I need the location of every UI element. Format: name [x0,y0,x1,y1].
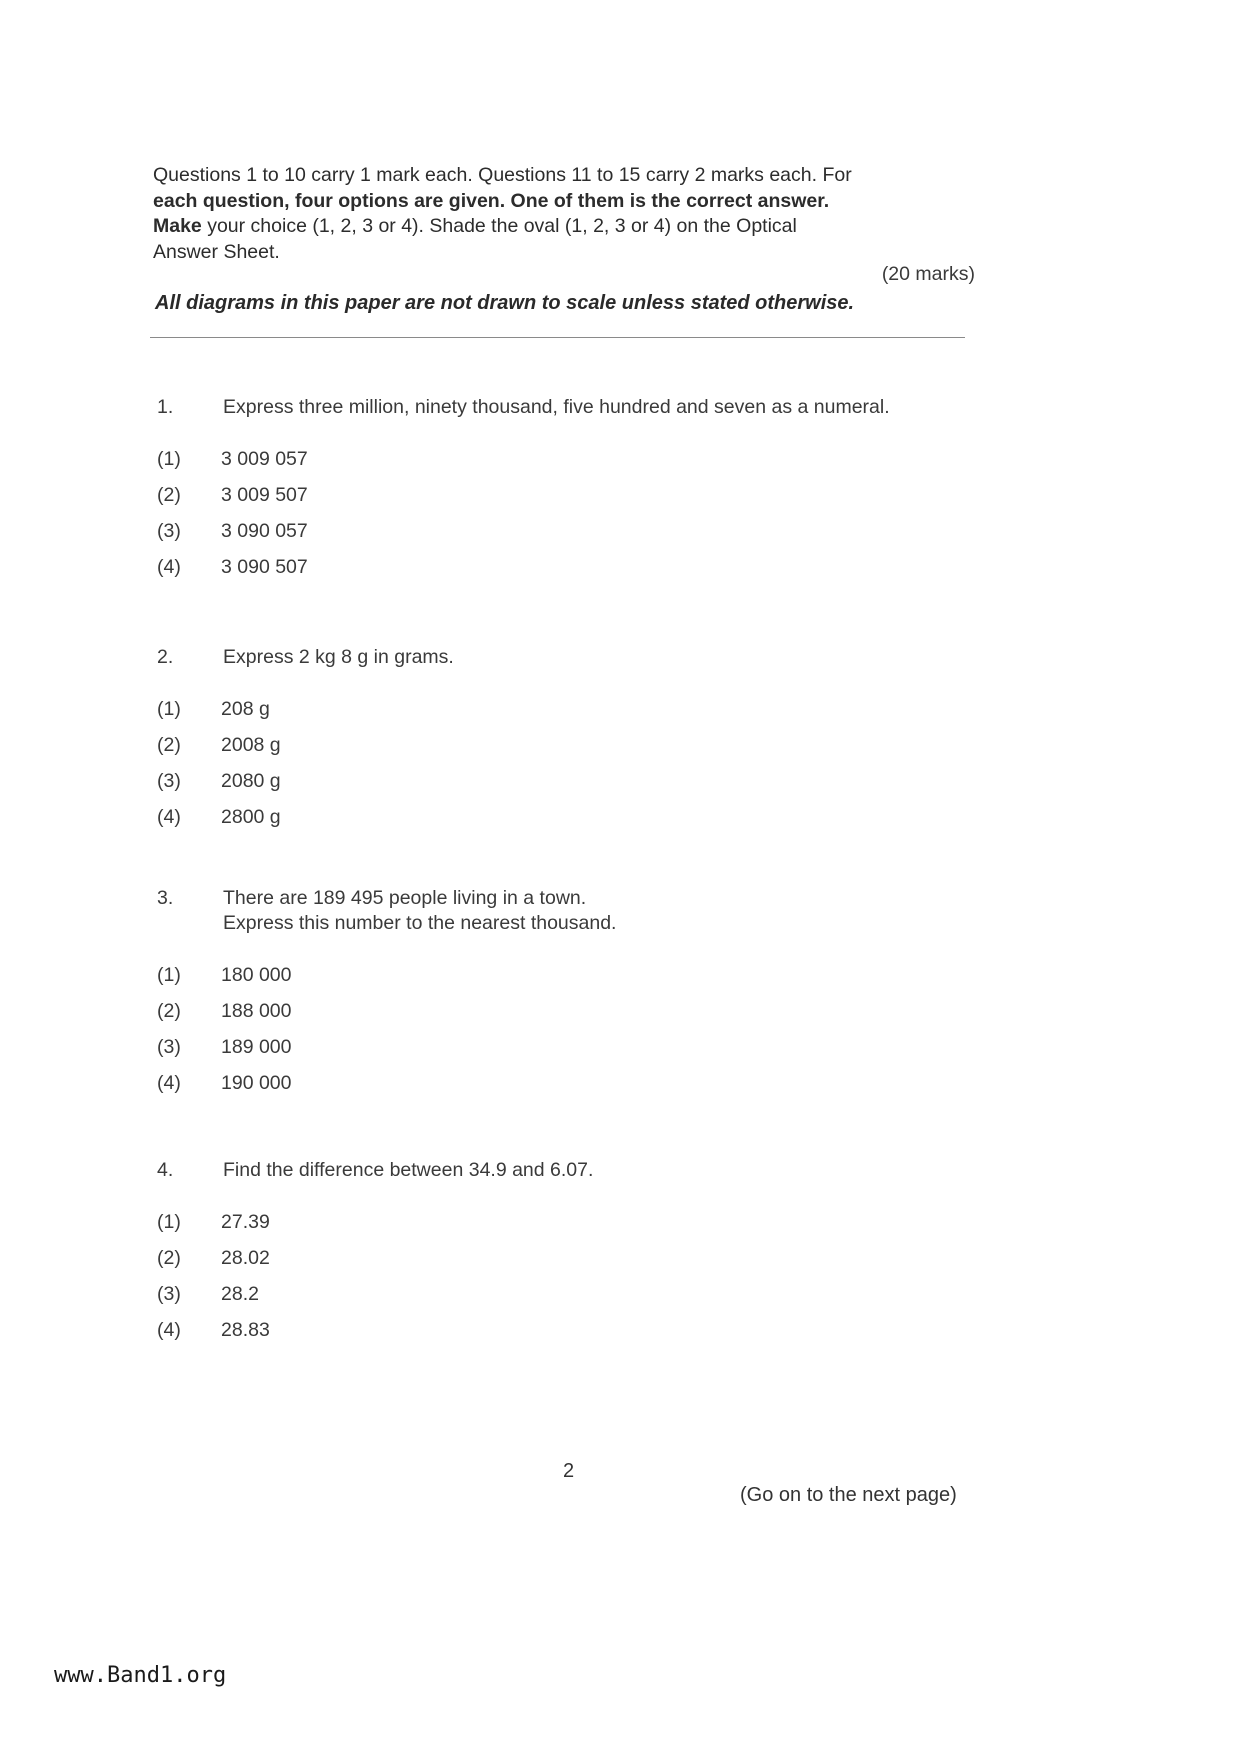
option-label: (2) [157,734,181,756]
question-number: 2. [157,646,174,668]
option-value: 2080 g [221,770,281,792]
divider-line [150,337,965,338]
instructions-line-3 [153,214,973,240]
option-value: 190 000 [221,1072,292,1094]
option-label: (4) [157,806,181,828]
option-label: (3) [157,1036,181,1058]
option-value: 188 000 [221,1000,292,1022]
option-value: 28.02 [221,1247,270,1269]
question-2 [157,646,1017,828]
option-label: (1) [157,698,181,720]
question-text: There are 189 495 people living in a town. [223,887,587,909]
instructions [153,163,973,265]
option-value: 28.83 [221,1319,270,1341]
option-value: 3 009 507 [221,484,308,506]
diagram-note: All diagrams in this paper are not drawn to scale unless stated otherwise. [155,292,855,314]
question-number: 1. [157,396,174,418]
option-label: (1) [157,1211,181,1233]
option-label: (4) [157,1072,181,1094]
option-value: 2800 g [221,806,281,828]
option-value: 3 090 507 [221,556,308,578]
option-label: (3) [157,520,181,542]
question-3 [157,887,1017,1094]
option-value: 3 009 057 [221,448,308,470]
instructions-line-1: Questions 1 to 10 carry 1 mark each. Questions 11 to 15 carry 2 marks each. For [153,164,852,186]
option-value: 2008 g [221,734,281,756]
section-marks: (20 marks) [881,263,975,285]
option-label: (2) [157,484,181,506]
option-value: 189 000 [221,1036,292,1058]
question-text: Express 2 kg 8 g in grams. [223,646,454,668]
option-label: (2) [157,1247,181,1269]
option-value: 180 000 [221,964,292,986]
option-label: (4) [157,556,181,578]
option-label: (1) [157,964,181,986]
page-number: 2 [563,1460,575,1482]
option-value: 28.2 [221,1283,259,1305]
next-page-note: (Go on to the next page) [740,1484,957,1506]
option-label: (2) [157,1000,181,1022]
option-label: (4) [157,1319,181,1341]
option-value: 3 090 057 [221,520,308,542]
instructions-line-3-bold: Make [153,215,202,237]
question-number: 4. [157,1159,174,1181]
instructions-line-4: Answer Sheet. [153,240,280,263]
option-value: 208 g [221,698,270,720]
instructions-line-2: each question, four options are given. One of them is the correct answer. [153,189,830,212]
option-value: 27.39 [221,1211,270,1233]
question-4 [157,1159,1017,1341]
question-text-line-2: Express this number to the nearest thousand. [223,912,617,934]
option-label: (3) [157,1283,181,1305]
instructions-line-3-rest: your choice (1, 2, 3 or 4). Shade the oval (1, 2, 3 or 4) on the Optical [201,215,797,237]
question-text: Express three million, ninety thousand, five hundred and seven as a numeral. [223,396,890,418]
question-1 [157,396,1017,578]
option-label: (3) [157,770,181,792]
question-number: 3. [157,887,174,909]
option-label: (1) [157,448,181,470]
site-watermark: www.Band1.org [54,1663,227,1688]
question-text: Find the difference between 34.9 and 6.07. [223,1159,594,1181]
